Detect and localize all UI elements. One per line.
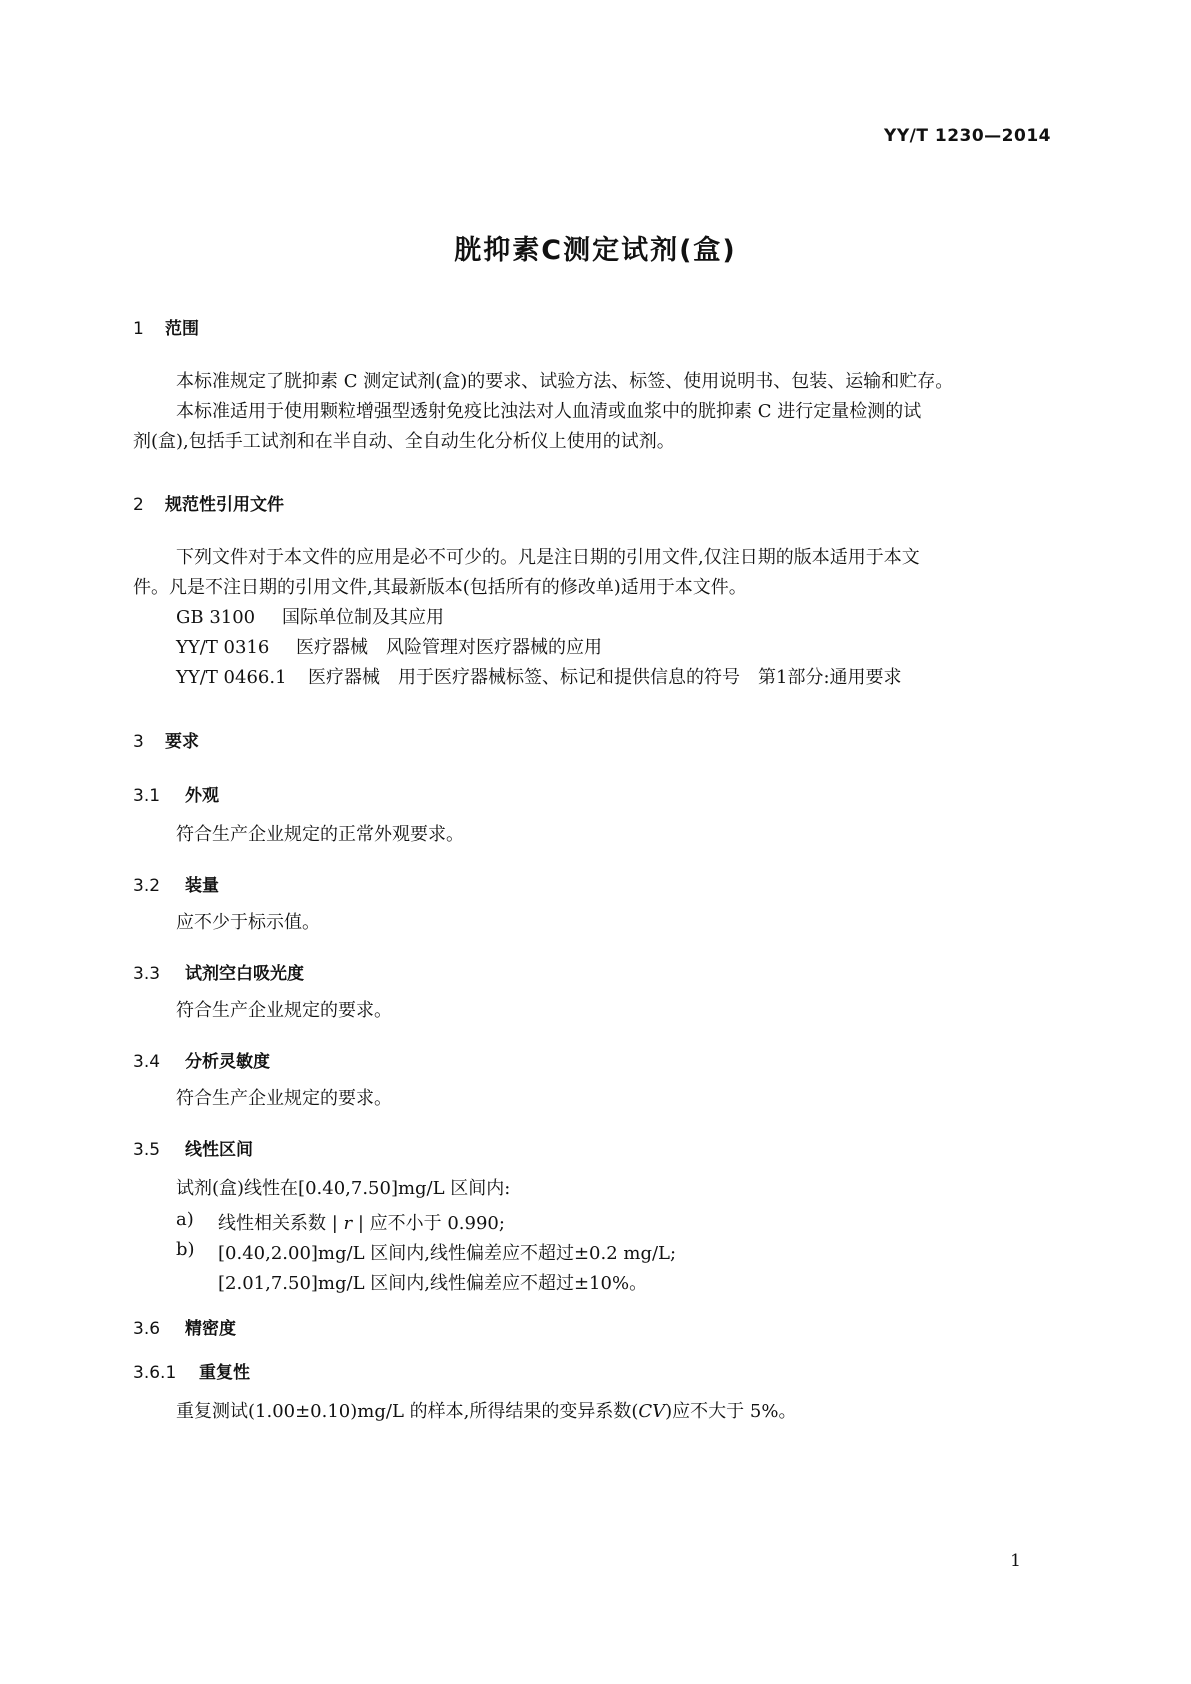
reference-title: 医疗器械 用于医疗器械标签、标记和提供信息的符号 第1部分:通用要求 [308,667,902,688]
list-text-part: 线性相关系数 | [218,1213,344,1234]
paragraph: 本标准适用于使用颗粒增强型透射免疫比浊法对人血清或血浆中的胱抑素 C 进行定量检测的试 [176,401,922,422]
section-number: 2 [133,495,144,515]
paragraph: 下列文件对于本文件的应用是必不可少的。凡是注日期的引用文件,仅注日期的版本适用于本文 [176,547,920,568]
section-title: 重复性 [199,1363,250,1383]
paragraph-continuation: 剂(盒),包括手工试剂和在半自动、全自动生化分析仪上使用的试剂。 [133,431,675,452]
list-item-text: [0.40,2.00]mg/L 区间内,线性偏差应不超过±0.2 mg/L; [218,1243,677,1264]
reference-code: GB 3100 [176,607,256,628]
section-number: 3.1 [133,786,161,806]
section-number: 3.3 [133,964,161,984]
list-item-label: b) [176,1239,195,1260]
paragraph: 应不少于标示值。 [176,912,320,933]
paragraph [176,1402,796,1422]
section-3-1-heading [133,781,219,806]
page-title: 胱抑素C测定试剂(盒) [454,235,737,266]
section-title: 外观 [185,786,219,806]
section-title: 规范性引用文件 [165,495,284,515]
paragraph: 符合生产企业规定的正常外观要求。 [176,824,464,845]
list-text-part: | 应不小于 0.990; [352,1213,505,1234]
section-1-heading [133,314,199,339]
variable-cv: CV [638,1401,666,1422]
reference-item [176,608,444,628]
reference-item [176,638,602,658]
reference-title: 医疗器械 风险管理对医疗器械的应用 [296,637,602,658]
reference-code: YY/T 0316 [176,637,270,658]
paragraph-continuation: 件。凡是不注日期的引用文件,其最新版本(包括所有的修改单)适用于本文件。 [133,577,747,598]
reference-code: YY/T 0466.1 [176,667,287,688]
section-title: 分析灵敏度 [185,1052,270,1072]
section-title: 精密度 [185,1319,236,1339]
standard-code: YY/T 1230—2014 [884,126,1051,146]
variable-r: r [343,1213,353,1234]
section-title: 要求 [165,732,199,752]
paragraph: 试剂(盒)线性在[0.40,7.50]mg/L 区间内: [176,1178,511,1199]
section-3-5-heading [133,1135,253,1160]
section-3-6-heading [133,1314,236,1339]
list-item-text [218,1209,505,1235]
section-title: 范围 [165,319,199,339]
section-3-3-heading [133,959,304,984]
reference-title: 国际单位制及其应用 [282,607,444,628]
section-title: 线性区间 [185,1140,253,1160]
section-title: 试剂空白吸光度 [185,964,304,984]
section-2-heading [133,490,284,515]
text-part: 重复测试(1.00±0.10)mg/L 的样本,所得结果的变异系数( [176,1401,639,1422]
section-title: 装量 [185,876,219,896]
section-number: 3.6 [133,1319,161,1339]
section-number: 3.4 [133,1052,161,1072]
paragraph: 符合生产企业规定的要求。 [176,1000,392,1021]
section-number: 3.5 [133,1140,161,1160]
paragraph: 本标准规定了胱抑素 C 测定试剂(盒)的要求、试验方法、标签、使用说明书、包装、运输和贮存。 [176,371,954,392]
reference-item [176,668,902,688]
list-item-text-continuation: [2.01,7.50]mg/L 区间内,线性偏差应不超过±10%。 [218,1273,648,1294]
section-3-heading [133,727,199,752]
paragraph: 符合生产企业规定的要求。 [176,1088,392,1109]
section-3-4-heading [133,1047,270,1072]
section-number: 3.6.1 [133,1363,177,1383]
text-part: )应不大于 5%。 [665,1401,797,1422]
section-3-6-1-heading [133,1358,250,1383]
list-item-label: a) [176,1209,194,1230]
section-number: 3.2 [133,876,161,896]
section-number: 1 [133,319,144,339]
section-3-2-heading [133,871,219,896]
section-number: 3 [133,732,144,752]
page-number: 1 [1010,1551,1021,1571]
